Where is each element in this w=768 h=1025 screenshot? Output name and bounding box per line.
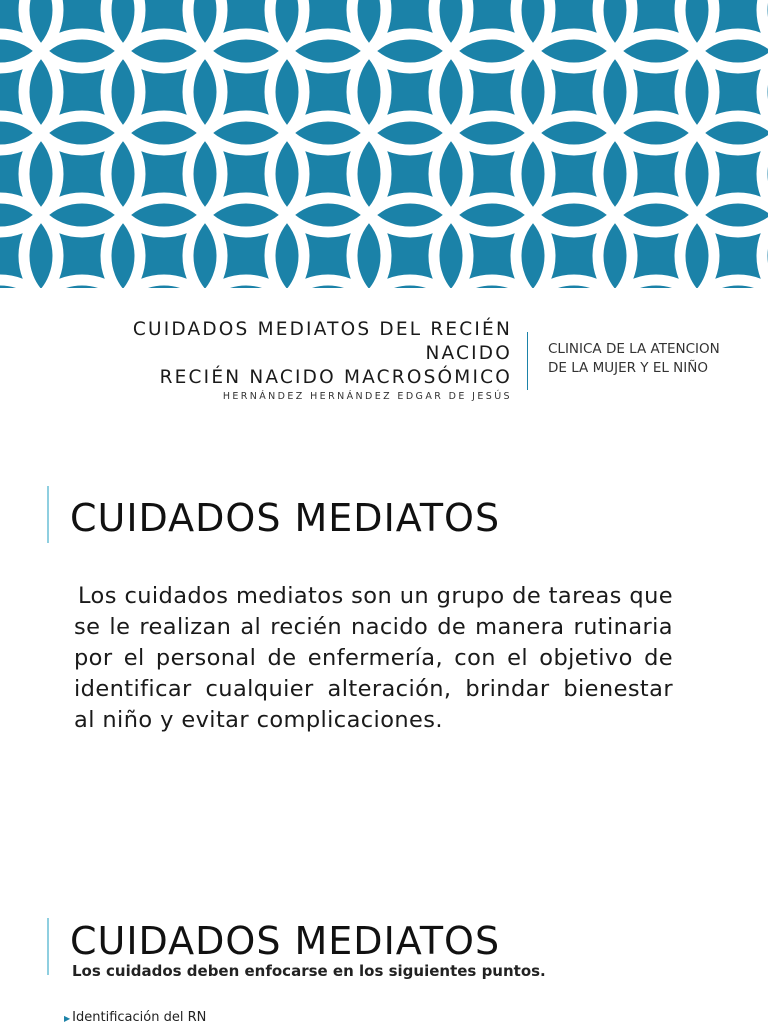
slide2-body [74, 581, 673, 736]
pattern-ring-58 [680, 198, 768, 288]
pattern-ring-66 [352, 280, 468, 288]
title-divider [527, 332, 528, 390]
pattern-ring-62 [24, 280, 140, 288]
pattern-ring-47 [762, 116, 768, 232]
pattern-ring-64 [188, 280, 304, 288]
author-name: HERNÁNDEZ HERNÁNDEZ EDGAR DE JESÚS [222, 391, 512, 402]
pattern-ring-67 [434, 280, 550, 288]
bullet-item [64, 1010, 206, 1025]
slide3-heading: CUIDADOS MEDIATOS [70, 919, 501, 963]
slide3-intro: Los cuidados deben enfocarse en los siguientes puntos. [72, 962, 546, 980]
circle-pattern [0, 0, 768, 288]
pattern-ring-65 [270, 280, 386, 288]
arrow-bullet-icon: ▶ [64, 1014, 71, 1023]
bullet-item-text: Identificación del RN [72, 1010, 207, 1025]
pattern-banner [0, 0, 768, 288]
slide2-heading: CUIDADOS MEDIATOS [70, 496, 501, 540]
title-line-3: RECIÉN NACIDO MACROSÓMICO [159, 367, 512, 388]
pattern-ring-63 [106, 280, 222, 288]
subtitle-line-2: DE LA MUJER Y EL NIÑO [548, 360, 708, 376]
pattern-ring-35 [762, 34, 768, 150]
slide2-body-text: Los cuidados mediatos son un grupo de tareas que se le realizan al recién nacido de manera rutinaria por el personal de enfermería, con el objetivo de identificar cualquier alteración, brindar bienestar al niño y evitar complicaciones. [74, 583, 673, 733]
title-line-1: CUIDADOS MEDIATOS DEL RECIÉN [132, 319, 512, 340]
title-block [0, 318, 512, 402]
title-line-2: NACIDO [425, 343, 512, 364]
pattern-ring-69 [598, 280, 714, 288]
slide2-accent-bar [47, 486, 49, 543]
slide3-accent-bar [47, 918, 49, 975]
subtitle-line-1: CLINICA DE LA ATENCION [548, 341, 720, 357]
pattern-ring-68 [516, 280, 632, 288]
subtitle [548, 340, 758, 378]
